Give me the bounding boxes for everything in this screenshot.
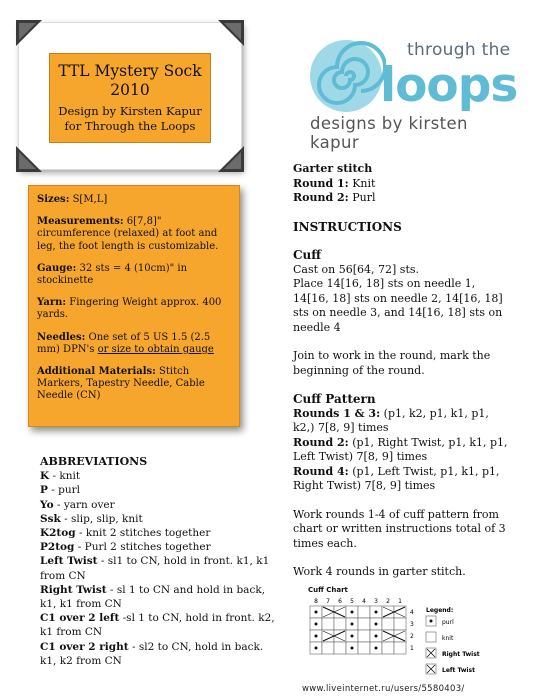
chart-grid [308,596,498,680]
chart-column-label: 5 [350,598,354,605]
instructions-heading: INSTRUCTIONS [293,219,402,234]
chart-column-label: 4 [362,598,366,605]
abbreviation-definition: - knit [49,470,81,483]
pattern-title: TTL Mystery Sock [58,62,202,80]
materials-box [28,185,240,427]
abbreviation-definition: - knit 2 stitches together [75,527,211,540]
abbreviation-item [40,554,280,582]
chart-purl-mark [315,623,318,626]
chart-title: Cuff Chart [308,586,348,594]
yarn [37,297,233,321]
abbreviation-term: P [40,484,48,497]
chart-cell [322,618,334,630]
chart-row-label: 1 [410,645,414,652]
chart-purl-mark [375,623,378,626]
gauge [37,263,233,287]
chart-purl-mark [351,647,354,650]
chart-purl-mark [315,611,318,614]
garter-heading: Garter stitch [293,162,373,175]
abbreviation-term: Ssk [40,512,61,525]
abbreviation-item [40,611,280,639]
additional-materials [37,366,233,403]
abbreviations-heading: ABBREVIATIONS [40,455,148,468]
rounds-1-3 [293,407,508,436]
chart-purl-mark [315,647,318,650]
abbreviations-section [40,455,280,668]
abbreviation-item [40,512,280,526]
logo-loops: loops [380,58,518,113]
measurements-label: Measurements: [37,216,124,228]
abbreviation-item [40,540,280,554]
yarn-label: Yarn: [37,297,67,309]
chart-cell [358,606,370,618]
abbreviation-definition: - sl 1 to CN and hold in back, k1, k1 from CN [40,583,266,611]
measurements [37,216,233,253]
abbreviation-definition: - sl2 to CN, hold in back. k1, k2 from CN [40,640,264,667]
chart-purl-mark [351,635,354,638]
designer-line: Design by Kirsten Kapur [58,104,202,118]
chart-cell [382,642,394,654]
title-frame [18,22,242,170]
needles-label: Needles: [37,331,86,343]
additional-label: Additional Materials: [37,366,156,378]
yarn-value: Fingering Weight approx. 400 yards. [37,297,222,321]
round-4 [293,465,508,494]
abbreviation-definition: - sl1 to CN, hold in front. k1, k1 from CN [40,555,270,582]
chart-cell [358,630,370,642]
chart-legend-purl-mark [430,620,433,623]
abbreviation-term: C1 over 2 right [40,640,129,653]
sizes [37,194,233,206]
chart-column-label: 1 [398,598,402,605]
abbreviation-term: C1 over 2 left [40,612,120,625]
gauge-value: 32 sts = 4 (10cm)" in stockinette [37,262,188,287]
gauge-label: Gauge: [37,262,77,274]
cuff-heading: Cuff [293,248,322,262]
garter-round2: Purl [348,191,376,204]
chart-purl-mark [351,623,354,626]
logo-through-the: through the [407,40,511,60]
round-4-label: Round 4: [293,464,349,478]
chart-purl-mark [375,647,378,650]
chart-column-label: 7 [326,598,330,605]
logo-designs-by: designs by kirsten kapur [310,114,468,152]
round-2-label: Round 2: [293,435,349,449]
abbreviation-item [40,640,280,668]
round-2-text: (p1, Right Twist, p1, k1, p1, Left Twist) 7[8, 9] times [293,435,508,463]
additional-value: Stitch Markers, Tapestry Needle, Cable Needle (CN) [37,366,205,402]
instructions-column [293,162,508,580]
abbreviation-term: K [40,470,50,483]
chart-legend-label: purl [442,619,454,626]
chart-legend-title: Legend: [426,607,454,614]
chart-column-label: 8 [314,598,318,605]
chart-legend-label: knit [442,635,454,642]
abbreviation-definition: - slip, slip, knit [60,512,143,525]
abbreviation-item [40,469,280,483]
abbreviation-term: K2tog [40,527,76,540]
sizes-label: Sizes: [37,194,70,205]
cuff-cast-on: Cast on 56[64, 72] sts. [293,262,420,276]
chart-cell [358,618,370,630]
abbreviation-item [40,483,280,497]
footer-url: www.liveinternet.ru/users/5580403/ [302,684,465,694]
chart-purl-mark [315,635,318,638]
chart-purl-mark [351,611,354,614]
work-rounds: Work rounds 1-4 of cuff pattern from chart or written instructions total of 3 times each. [293,507,506,550]
chart-legend-label: Right Twist [442,651,480,658]
cuff-chart [308,586,498,680]
abbreviation-definition: - purl [47,484,80,497]
round-2 [293,436,508,465]
chart-column-label: 6 [338,598,342,605]
abbreviation-term: Left Twist [40,555,98,568]
chart-column-label: 3 [374,598,378,605]
needles-value: One set of 5 US 1.5 (2.5 mm) DPN's [37,331,211,355]
abbreviation-term: Right Twist [40,583,107,596]
chart-cell [358,642,370,654]
chart-cell [394,618,406,630]
garter-round1-label: Round 1: [293,176,349,190]
chart-cell [322,642,334,654]
rounds-1-3-label: Rounds 1 & 3: [293,406,381,420]
pattern-year: 2010 [110,81,150,99]
measurements-value: 6[7,8]" circumference (relaxed) at foot and leg, the foot length is customizable. [37,216,219,252]
work-garter: Work 4 rounds in garter stitch. [293,565,466,578]
needles-gauge-note: or size to obtain gauge [97,343,214,355]
cuff-pattern-heading: Cuff Pattern [293,392,376,406]
chart-cell [334,618,346,630]
abbreviation-definition: - yarn over [53,498,115,511]
chart-cell [334,642,346,654]
chart-purl-mark [375,635,378,638]
abbreviation-item [40,526,280,540]
photo-corner-icon [218,146,244,172]
abbreviation-definition: - Purl 2 stitches together [74,541,211,554]
chart-legend-swatch [426,632,436,642]
garter-round1: Knit [348,176,376,190]
abbreviation-term: P2tog [40,541,75,554]
chart-row-label: 3 [410,621,414,628]
spiral-logo-icon [306,36,386,116]
chart-cell [382,618,394,630]
photo-corner-icon [16,146,42,172]
abbreviation-definition: -sl 1 to CN, hold in front. k2, k1 from CN [40,612,275,639]
brand-logo [302,32,522,152]
abbreviation-term: Yo [40,498,54,511]
garter-round2-label: Round 2: [293,191,349,204]
chart-row-label: 2 [410,633,414,640]
needles [37,332,233,356]
chart-legend-label: Left Twist [442,667,475,674]
sizes-value: S[M,L] [69,194,108,205]
photo-corner-icon [218,20,244,46]
cuff-join: Join to work in the round, mark the beginning of the round. [293,349,491,377]
chart-cell [394,642,406,654]
cuff-needles: Place 14[16, 18] sts on needle 1, 14[16, 18] sts on needle 2, 14[16, 18] sts on needle 3, and 14[16, 18] sts on needle 4 [293,277,503,334]
title-card [49,53,211,143]
chart-purl-mark [375,611,378,614]
chart-row-label: 4 [410,609,414,616]
publisher-line: for Through the Loops [64,119,196,133]
abbreviation-item [40,583,280,611]
round-4-text: (p1, Left Twist, p1, k1, p1, Right Twist) 7[8, 9] times [293,464,500,492]
abbreviation-item [40,498,280,512]
chart-column-label: 2 [386,598,390,605]
photo-corner-icon [16,20,42,46]
rounds-1-3-text: (p1, k2, p1, k1, p1, k2,) 7[8, 9] times [293,406,489,434]
